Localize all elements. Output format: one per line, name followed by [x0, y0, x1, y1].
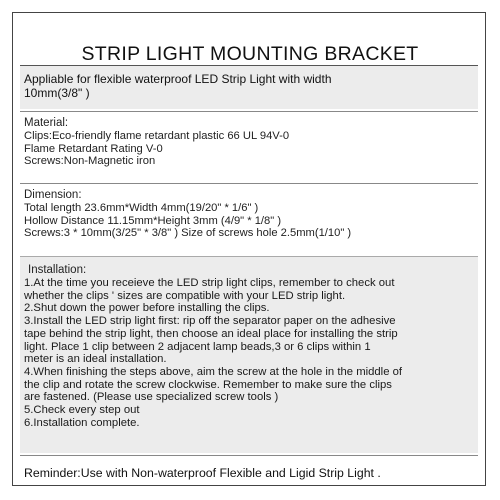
installation-line: 6.Installation complete.: [24, 416, 140, 429]
material-section: [20, 111, 478, 181]
installation-line: 1.At the time you receieve the LED strip light clips, remember to check out: [24, 277, 395, 289]
installation-line: meter is an ideal installation.: [24, 353, 167, 366]
material-heading: Material:: [24, 117, 69, 129]
material-line: Flame Retardant Rating V-0: [24, 142, 163, 155]
dimension-heading: Dimension:: [24, 189, 82, 201]
installation-section: [20, 256, 478, 453]
installation-line: tape behind the strip light, then choose an ideal place for installing the strip: [24, 327, 398, 340]
applicability-line-1: Appliable for flexible waterproof LED Strip Light with width: [24, 72, 332, 86]
dimension-section: [20, 183, 478, 253]
material-line: Screws:Non-Magnetic iron: [24, 155, 156, 168]
page-title: STRIP LIGHT MOUNTING BRACKET: [81, 43, 419, 65]
installation-line: 3.Install the LED strip light first: rip off the separator paper on the adhesive: [24, 315, 396, 328]
reminder-text: Reminder:Use with Non-waterproof Flexible and Ligid Strip Light .: [24, 466, 381, 480]
installation-line: light. Place 1 clip between 2 adjacent lamp beads,3 or 6 clips within 1: [24, 340, 371, 353]
installation-line: whether the clips ' sizes are compatible with your LED strip light.: [24, 289, 346, 302]
applicability-section: [20, 65, 478, 109]
material-line: Clips:Eco-friendly flame retardant plastic 66 UL 94V-0: [24, 130, 290, 142]
installation-line: 5.Check every step out: [24, 404, 140, 417]
installation-line: 2.Shut down the power before installing the clips.: [24, 302, 270, 315]
document-frame: [12, 12, 486, 486]
dimension-line: Hollow Distance 11.15mm*Height 3mm (4/9" * 1/8" ): [24, 214, 282, 227]
dimension-line: Screws:3 * 10mm(3/25" * 3/8" ) Size of screws hole 2.5mm(1/10" ): [24, 227, 352, 240]
installation-line: the clip and rotate the screw clockwise. Remember to make sure the clips: [24, 378, 392, 391]
reminder-section: [20, 455, 478, 485]
dimension-line: Total length 23.6mm*Width 4mm(19/20" * 1/6" ): [24, 202, 259, 214]
applicability-text: [24, 72, 478, 100]
installation-line: 4.When finishing the steps above, aim the screw at the hole in the middle of: [24, 365, 403, 378]
applicability-line-2: 10mm(3/8" ): [24, 86, 90, 100]
installation-line: are fastened. (Please use specialized screw tools ): [24, 391, 279, 404]
installation-heading: Installation:: [28, 264, 87, 276]
